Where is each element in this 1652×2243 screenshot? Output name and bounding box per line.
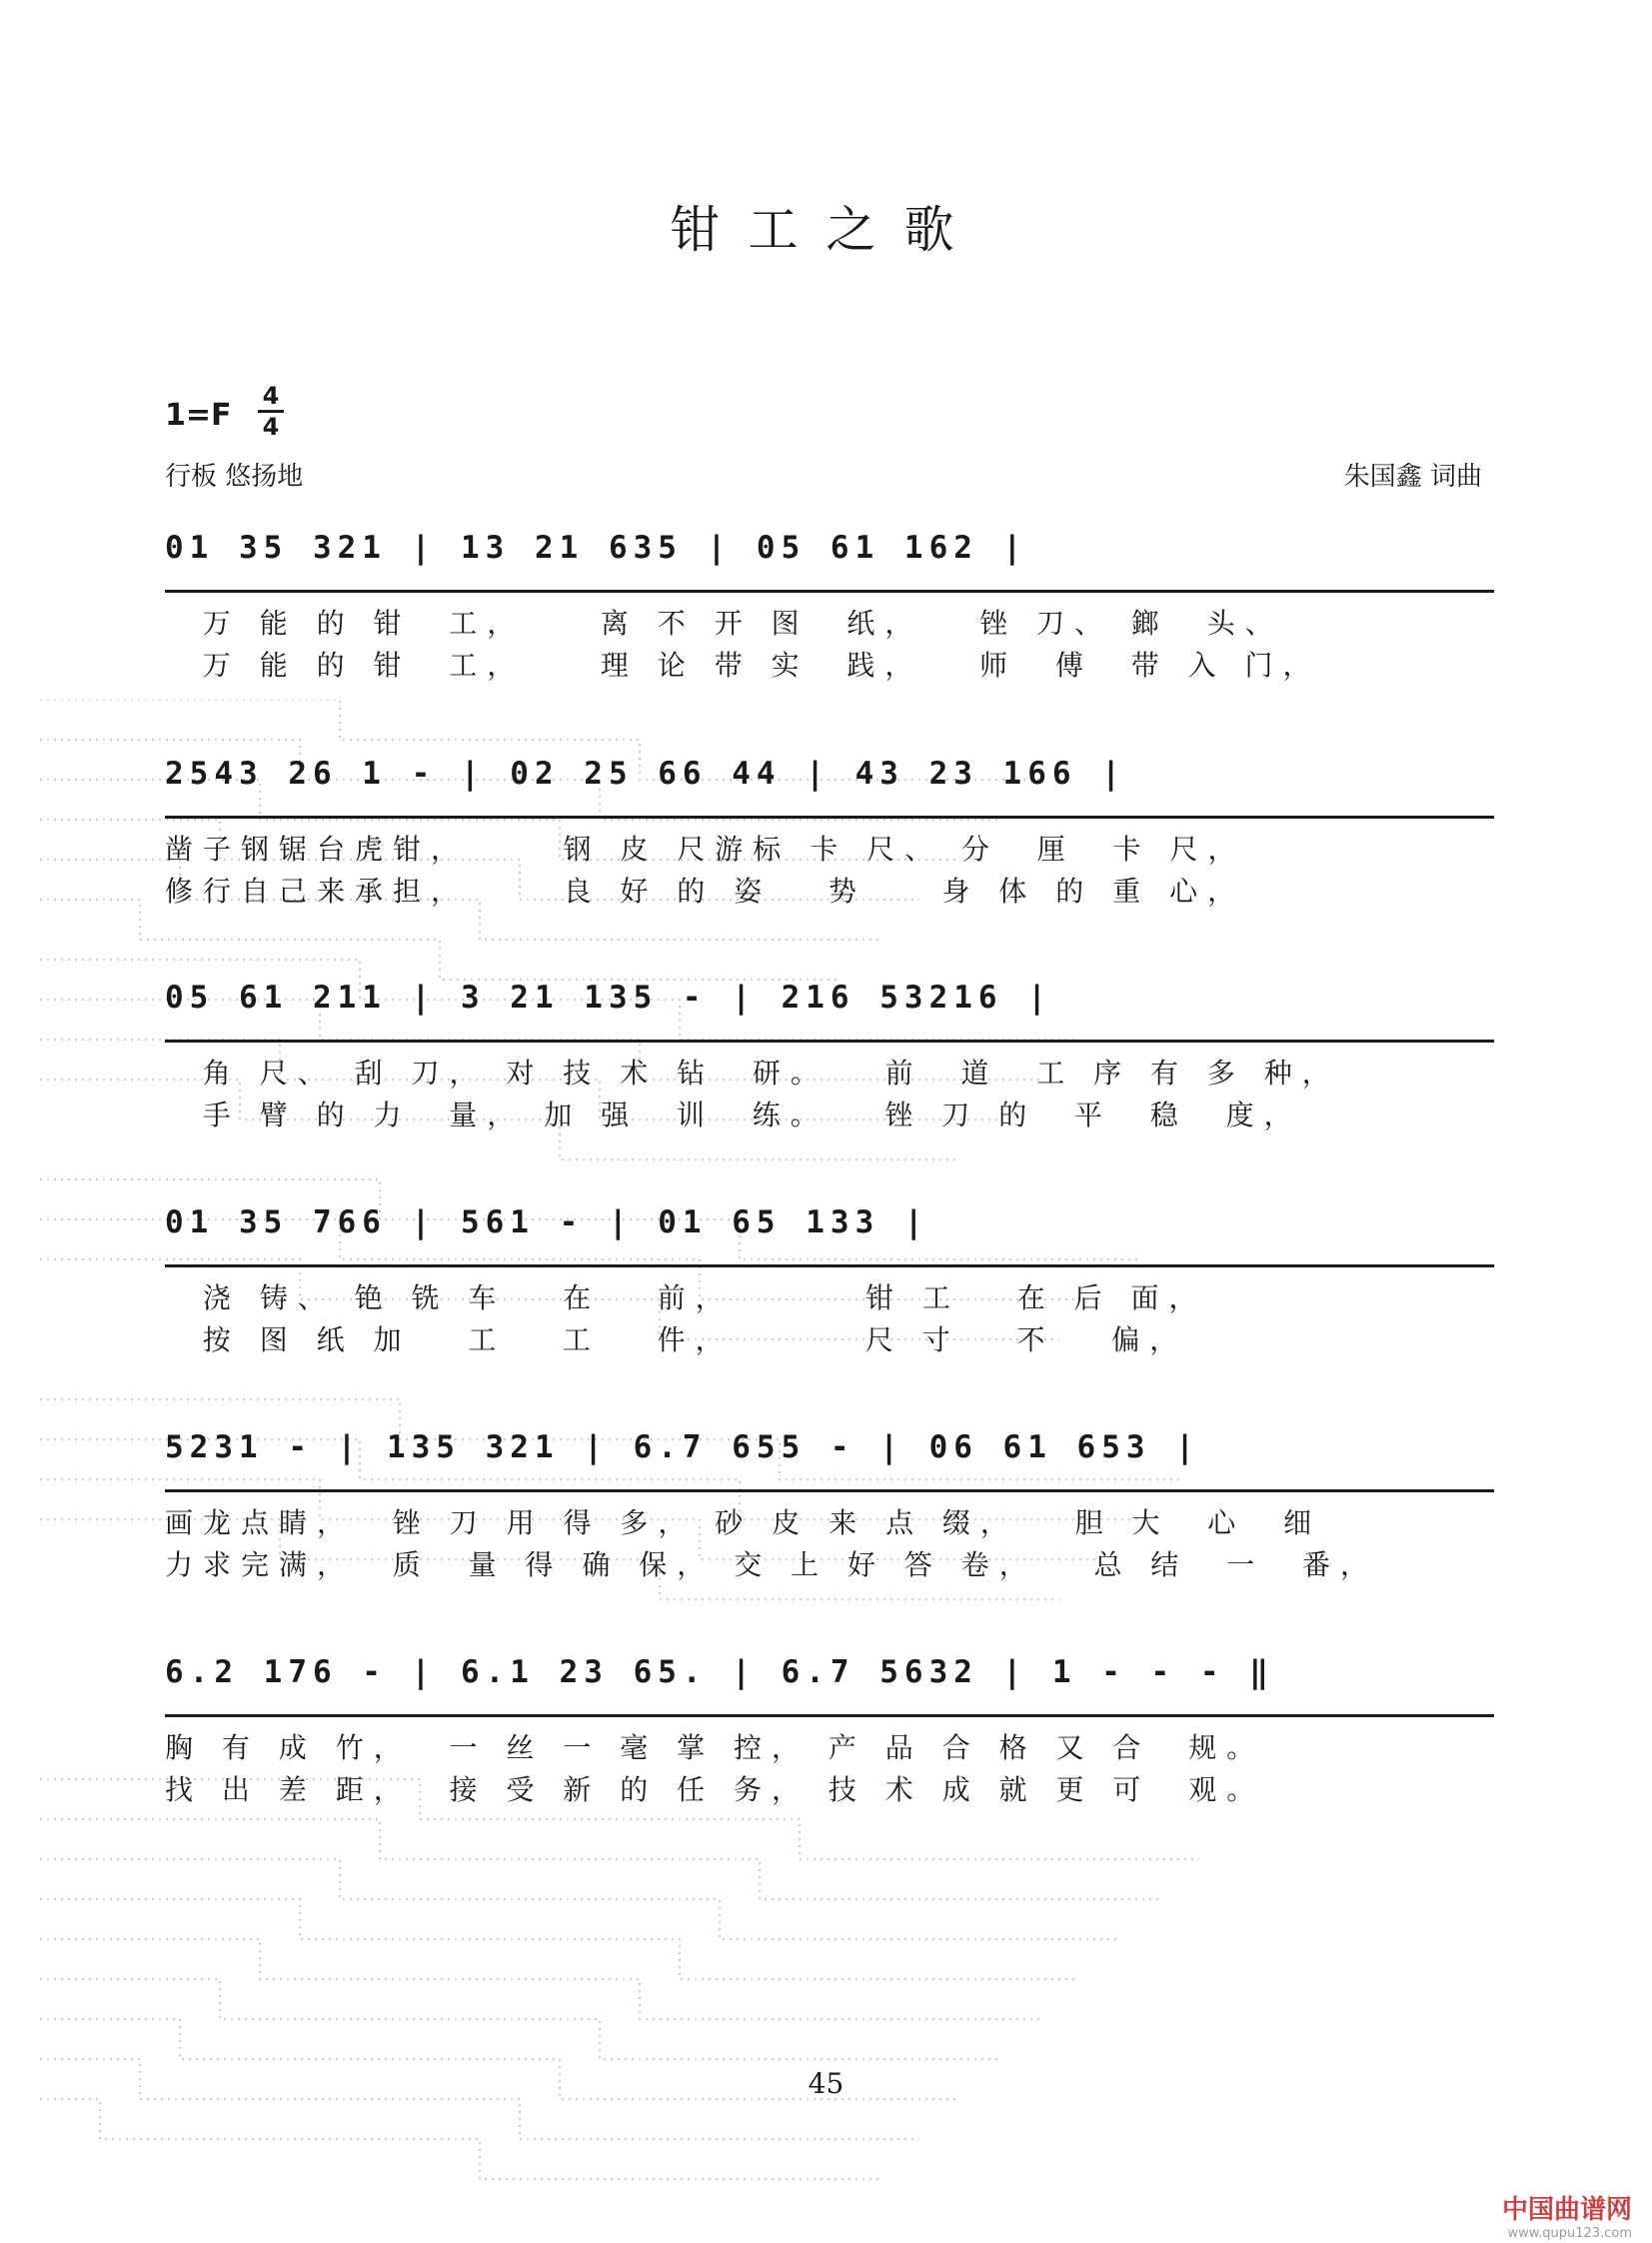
lyric-verse-1: 角 尺、 刮 刀， 对 技 术 钻 研。 前 道 工 序 有 多 种， [165,1057,1340,1090]
lyric-verse-2: 万 能 的 钳 工， 理 论 带 实 践， 师 傅 带 入 门， [165,649,1321,682]
score-system-4 [165,1204,1494,1394]
notation-text: 5231 - | 135 321 | 6.7 655 - | 06 61 653 | [165,1429,1200,1465]
time-signature-top: 4 [262,382,280,410]
notation-line [165,530,1494,593]
time-signature [258,384,284,439]
lyric-verse-1: 胸 有 成 竹， 一 丝 一 毫 掌 控， 产 品 合 格 又 合 规。 [165,1731,1265,1764]
score-system-6 [165,1654,1494,1844]
notation-text: 6.2 176 - | 6.1 23 65. | 6.7 5632 | 1 - - - ‖ [165,1654,1274,1690]
score-system-3 [165,980,1494,1169]
notation-line [165,1204,1494,1267]
song-title: 钳工之歌 [670,201,982,259]
notation-text: 01 35 321 | 13 21 635 | 05 61 162 | [165,530,1028,566]
lyric-verse-1: 凿子钢锯台虎钳， 钢 皮 尺游标 卡 尺、 分 厘 卡 尺， [165,833,1246,866]
notation-text: 05 61 211 | 3 21 135 - | 216 53216 | [165,980,1052,1016]
key-signature: 1=F [165,398,232,433]
watermark-url: www.qupu123.com [1507,2226,1632,2241]
notation-text: 2543 26 1 - | 02 25 66 44 | 43 23 166 | [165,756,1126,792]
time-signature-bottom: 4 [262,413,280,441]
lyric-verse-2: 力求完满， 质 量 得 确 保， 交 上 好 答 卷， 总 结 一 番， [165,1548,1379,1581]
page-number: 45 [808,2067,844,2100]
notation-line [165,756,1494,819]
score-system-5 [165,1429,1494,1619]
lyric-verse-1: 画龙点睛， 锉 刀 用 得 多， 砂 皮 来 点 缀， 胆 大 心 细 [165,1506,1322,1539]
lyric-verse-2: 手 臂 的 力 量， 加 强 训 练。 锉 刀 的 平 稳 度， [165,1099,1302,1131]
tempo-marking: 行板 悠扬地 [165,462,304,492]
site-watermark [1502,2189,1632,2241]
lyric-verse-1: 万 能 的 钳 工， 离 不 开 图 纸， 锉 刀、 鎯 头、 [165,607,1283,640]
notation-line [165,1654,1494,1717]
lyric-verse-1: 浇 铸、 铯 铣 车 在 前， 钳 工 在 后 面， [165,1281,1207,1314]
score-system-1 [165,530,1494,720]
lyric-verse-2: 按 图 纸 加 工 工 件， 尺 寸 不 偏， [165,1323,1188,1356]
lyric-verse-2: 修行自己来承担， 良 好 的 姿 势 身 体 的 重 心， [165,875,1246,908]
notation-line [165,980,1494,1043]
score-system-2 [165,756,1494,946]
notation-line [165,1429,1494,1492]
lyric-verse-2: 找 出 差 距， 接 受 新 的 任 务， 技 术 成 就 更 可 观。 [165,1773,1265,1806]
composer-credit: 朱国鑫 词曲 [1343,462,1482,492]
notation-text: 01 35 766 | 561 - | 01 65 133 | [165,1204,929,1240]
watermark-brand: 中国曲谱网 [1501,2195,1632,2225]
